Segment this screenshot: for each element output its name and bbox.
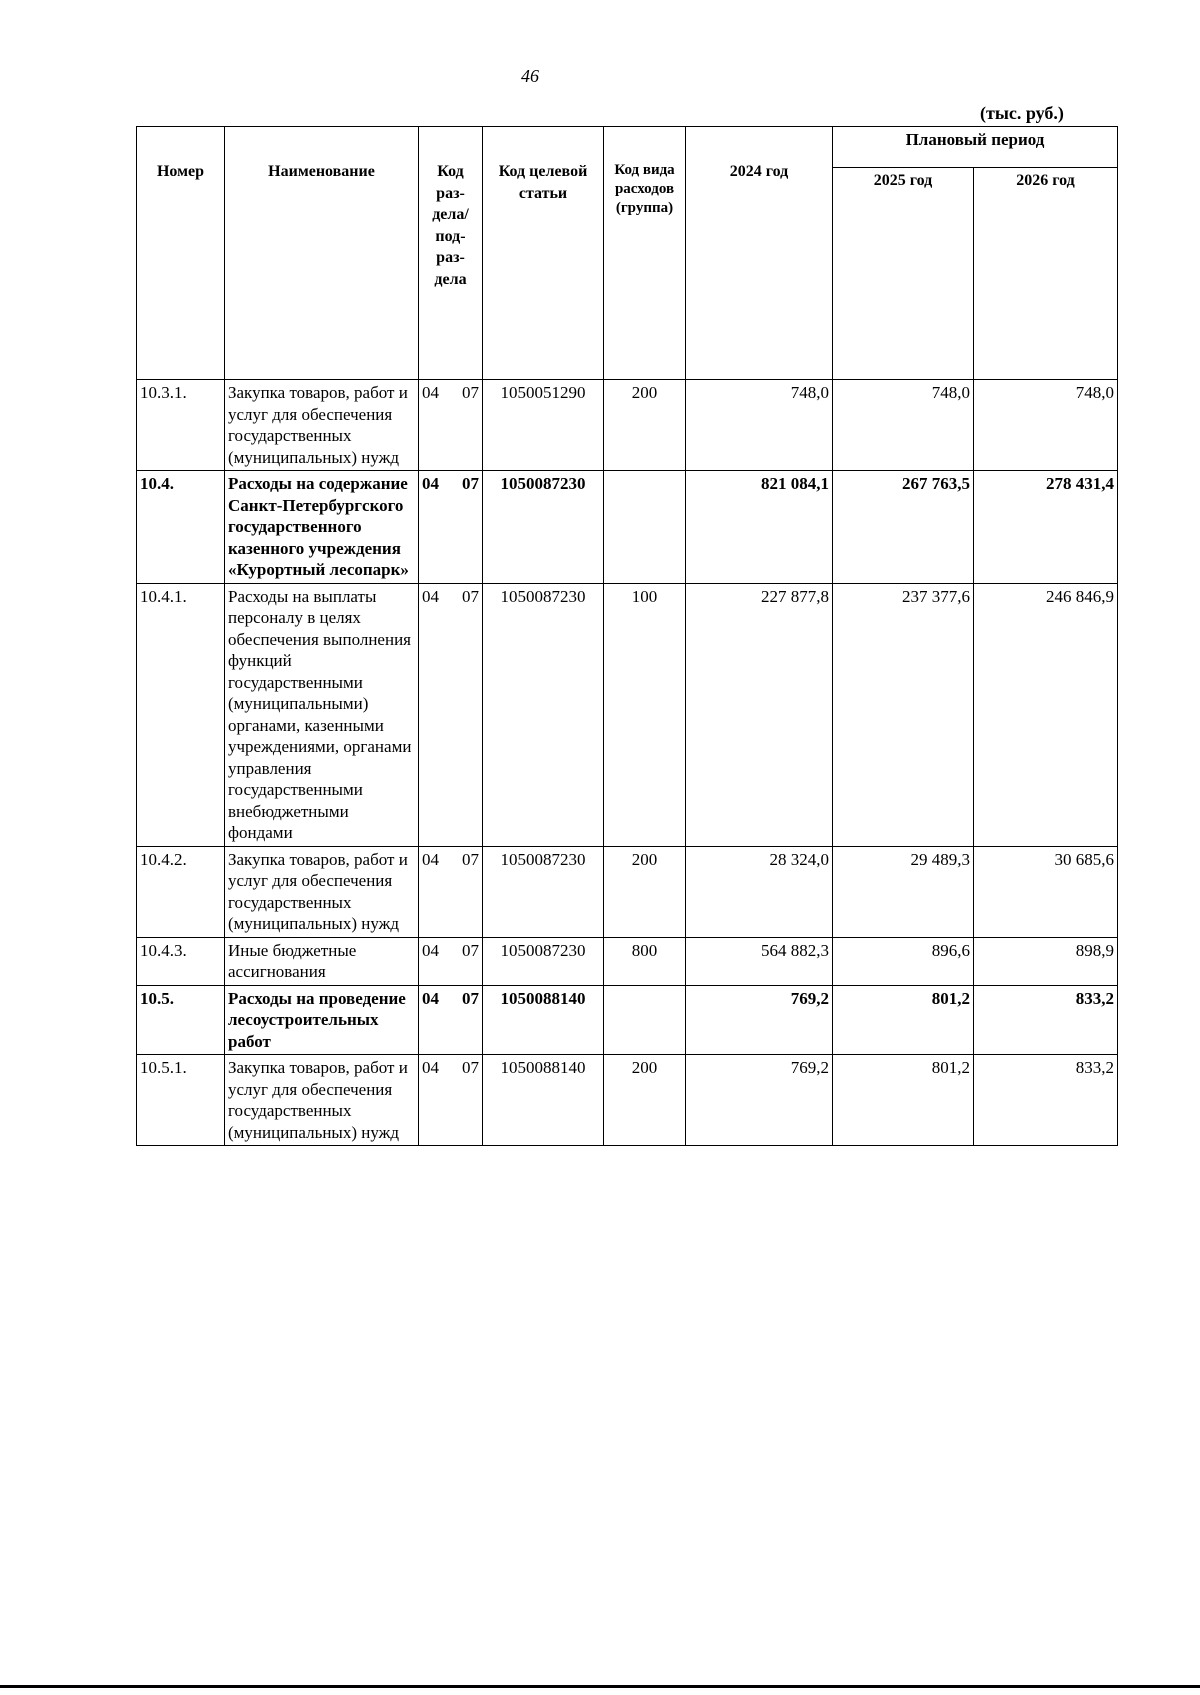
row-amount-2025: 801,2 — [833, 985, 974, 1055]
row-number: 10.4. — [137, 471, 225, 584]
row-amount-2026: 246 846,9 — [974, 583, 1118, 846]
row-section-code — [419, 471, 483, 584]
row-section-code — [419, 985, 483, 1055]
row-amount-2026: 833,2 — [974, 985, 1118, 1055]
row-amount-2025: 237 377,6 — [833, 583, 974, 846]
budget-table — [136, 126, 1118, 1146]
row-amount-2024: 769,2 — [686, 1055, 833, 1146]
row-amount-2025: 29 489,3 — [833, 846, 974, 937]
row-amount-2024: 227 877,8 — [686, 583, 833, 846]
row-expense-type — [604, 471, 686, 584]
row-amount-2026: 833,2 — [974, 1055, 1118, 1146]
row-expense-type: 200 — [604, 380, 686, 471]
row-name: Закупка товаров, работ и услуг для обеспечения государственных (муниципальных) нужд — [225, 1055, 419, 1146]
row-subsection: 07 — [462, 383, 479, 402]
row-section-code — [419, 583, 483, 846]
row-number: 10.5.1. — [137, 1055, 225, 1146]
row-amount-2026: 30 685,6 — [974, 846, 1118, 937]
row-number: 10.5. — [137, 985, 225, 1055]
row-target-code: 1050087230 — [483, 846, 604, 937]
row-name: Расходы на проведение лесоустроительных работ — [225, 985, 419, 1055]
row-subsection: 07 — [462, 586, 479, 606]
row-number: 10.3.1. — [137, 380, 225, 471]
row-target-code: 1050087230 — [483, 471, 604, 584]
row-section-code — [419, 380, 483, 471]
row-amount-2025: 748,0 — [833, 380, 974, 471]
row-amount-2026: 278 431,4 — [974, 471, 1118, 584]
header-name: Наименование — [225, 127, 419, 380]
row-name: Расходы на выплаты персоналу в целях обеспечения выполнения функций государственными (муниципальными) органами, казенными учреждениями, органами управления государственными внебюджетными фондами — [225, 583, 419, 846]
header-target-code: Код целевой статьи — [483, 127, 604, 380]
row-amount-2024: 564 882,3 — [686, 937, 833, 985]
row-section: 04 — [422, 586, 439, 606]
row-amount-2024: 769,2 — [686, 985, 833, 1055]
row-name: Расходы на содержание Санкт-Петербургского государственного казенного учреждения «Курортный лесопарк» — [225, 471, 419, 584]
row-number: 10.4.1. — [137, 583, 225, 846]
row-section: 04 — [422, 940, 439, 960]
row-amount-2024: 821 084,1 — [686, 471, 833, 584]
row-section-code — [419, 1055, 483, 1146]
table-row — [137, 937, 1118, 985]
row-expense-type: 200 — [604, 1055, 686, 1146]
row-expense-type — [604, 985, 686, 1055]
header-expense-type: Код вида расходов (группа) — [604, 127, 686, 380]
header-year-2026: 2026 год — [974, 168, 1118, 380]
row-section: 04 — [422, 383, 439, 402]
row-target-code: 1050087230 — [483, 937, 604, 985]
row-amount-2025: 267 763,5 — [833, 471, 974, 584]
row-number: 10.4.2. — [137, 846, 225, 937]
table-row — [137, 846, 1118, 937]
row-target-code: 1050087230 — [483, 583, 604, 846]
row-target-code: 1050088140 — [483, 985, 604, 1055]
row-subsection: 07 — [462, 474, 479, 493]
header-number: Номер — [137, 127, 225, 380]
table-row — [137, 471, 1118, 584]
row-section: 04 — [422, 474, 439, 493]
table-row — [137, 1055, 1118, 1146]
row-number: 10.4.3. — [137, 937, 225, 985]
header-year-2024: 2024 год — [686, 127, 833, 380]
row-section: 04 — [422, 849, 439, 869]
header-row — [137, 127, 1118, 168]
row-subsection: 07 — [462, 940, 479, 960]
row-section: 04 — [422, 988, 439, 1008]
table-row — [137, 985, 1118, 1055]
row-amount-2025: 801,2 — [833, 1055, 974, 1146]
table-row — [137, 583, 1118, 846]
row-name: Иные бюджетные ассигнования — [225, 937, 419, 985]
header-year-2025: 2025 год — [833, 168, 974, 380]
page-bottom-border — [0, 1685, 1200, 1688]
row-amount-2024: 28 324,0 — [686, 846, 833, 937]
row-target-code: 1050051290 — [483, 380, 604, 471]
table-row — [137, 380, 1118, 471]
row-expense-type: 100 — [604, 583, 686, 846]
page-number: 46 — [521, 66, 539, 86]
header-planned-period: Плановый период — [833, 127, 1118, 168]
row-expense-type: 800 — [604, 937, 686, 985]
row-amount-2026: 898,9 — [974, 937, 1118, 985]
row-section-code — [419, 846, 483, 937]
row-subsection: 07 — [462, 849, 479, 869]
row-name: Закупка товаров, работ и услуг для обеспечения государственных (муниципальных) нужд — [225, 846, 419, 937]
row-amount-2026: 748,0 — [974, 380, 1118, 471]
header-section-code: Код раз-дела/ под-раз-дела — [419, 127, 483, 380]
table-body — [137, 380, 1118, 1146]
units-label: (тыс. руб.) — [980, 103, 1064, 123]
row-section: 04 — [422, 1058, 439, 1077]
row-section-code — [419, 937, 483, 985]
row-subsection: 07 — [462, 988, 479, 1008]
row-expense-type: 200 — [604, 846, 686, 937]
row-subsection: 07 — [462, 1058, 479, 1077]
row-target-code: 1050088140 — [483, 1055, 604, 1146]
row-amount-2025: 896,6 — [833, 937, 974, 985]
row-amount-2024: 748,0 — [686, 380, 833, 471]
row-name: Закупка товаров, работ и услуг для обеспечения государственных (муниципальных) нужд — [225, 380, 419, 471]
